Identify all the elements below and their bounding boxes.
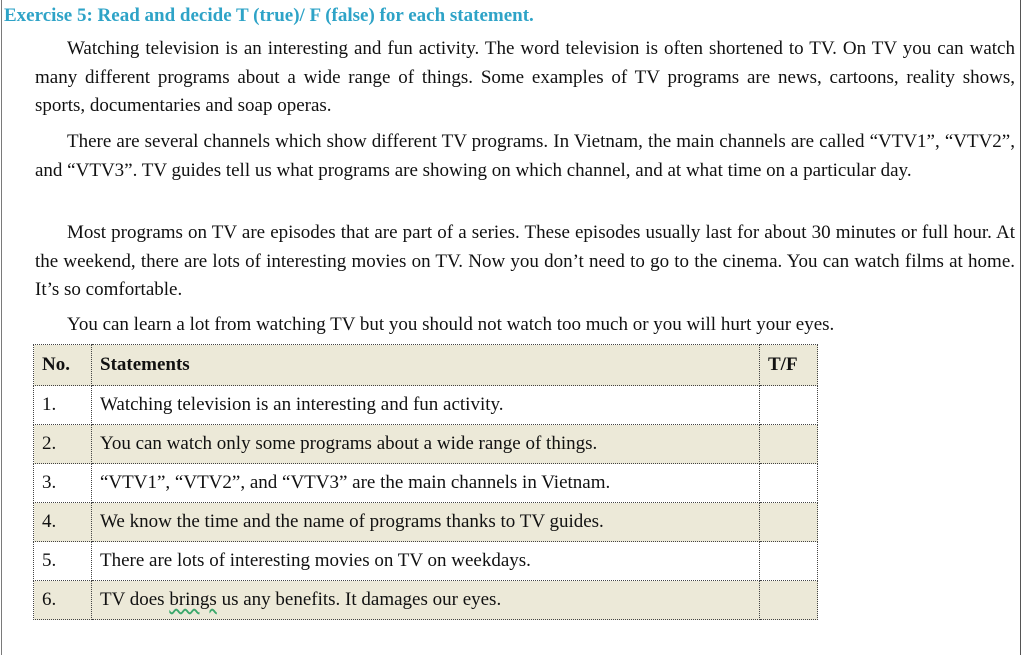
statements-table	[33, 344, 818, 620]
row-statement: There are lots of interesting movies on TV on weekdays.	[92, 542, 760, 581]
row-statement: You can watch only some programs about a wide range of things.	[92, 425, 760, 464]
row-statement: Watching television is an interesting and fun activity.	[92, 386, 760, 425]
row-number: 2.	[34, 425, 92, 464]
statement-text-after: us any benefits. It damages our eyes.	[216, 589, 502, 610]
row-number: 4.	[34, 503, 92, 542]
statement-text-before: TV does	[100, 589, 170, 610]
tf-answer-cell[interactable]	[760, 503, 818, 542]
row-statement	[92, 581, 760, 620]
paragraph-3: Most programs on TV are episodes that are part of a series. These episodes usually last for about 30 minutes or full hour. At the weekend, there are lots of interesting movies on TV. Now you don’t need to go to the cinema. You can watch films at home. It’s so comfortable.	[35, 222, 1015, 300]
table-row	[34, 542, 818, 581]
row-statement: We know the time and the name of programs thanks to TV guides.	[92, 503, 760, 542]
row-number: 3.	[34, 464, 92, 503]
tf-answer-cell[interactable]	[760, 581, 818, 620]
page-right-border	[1020, 0, 1021, 655]
paragraph-2: There are several channels which show different TV programs. In Vietnam, the main channels are called “VTV1”, “VTV2”, and “VTV3”. TV guides tell us what programs are showing on which channel, and at what time on a particular day.	[35, 131, 1015, 181]
spellcheck-marked-word[interactable]: brings	[169, 589, 217, 610]
table-row	[34, 464, 818, 503]
table-row	[34, 503, 818, 542]
tf-answer-cell[interactable]	[760, 542, 818, 581]
tf-answer-cell[interactable]	[760, 425, 818, 464]
table-row	[34, 386, 818, 425]
row-number: 5.	[34, 542, 92, 581]
table-row	[34, 425, 818, 464]
row-statement: “VTV1”, “VTV2”, and “VTV3” are the main channels in Vietnam.	[92, 464, 760, 503]
tf-answer-cell[interactable]	[760, 464, 818, 503]
tf-answer-cell[interactable]	[760, 386, 818, 425]
row-number: 1.	[34, 386, 92, 425]
table-header-row	[34, 345, 818, 386]
header-statements: Statements	[92, 345, 760, 386]
paragraph-4: You can learn a lot from watching TV but you should not watch too much or you will hurt your eyes.	[67, 314, 835, 335]
paragraph-1: Watching television is an interesting and fun activity. The word television is often shortened to TV. On TV you can watch many different programs about a wide range of things. Some examples of TV programs are news, cartoons, reality shows, sports, documentaries and soap operas.	[35, 38, 1015, 116]
header-no: No.	[34, 345, 92, 386]
exercise-title: Exercise 5: Read and decide T (true)/ F (false) for each statement.	[4, 5, 534, 26]
row-number: 6.	[34, 581, 92, 620]
header-tf: T/F	[760, 345, 818, 386]
table-row	[34, 581, 818, 620]
